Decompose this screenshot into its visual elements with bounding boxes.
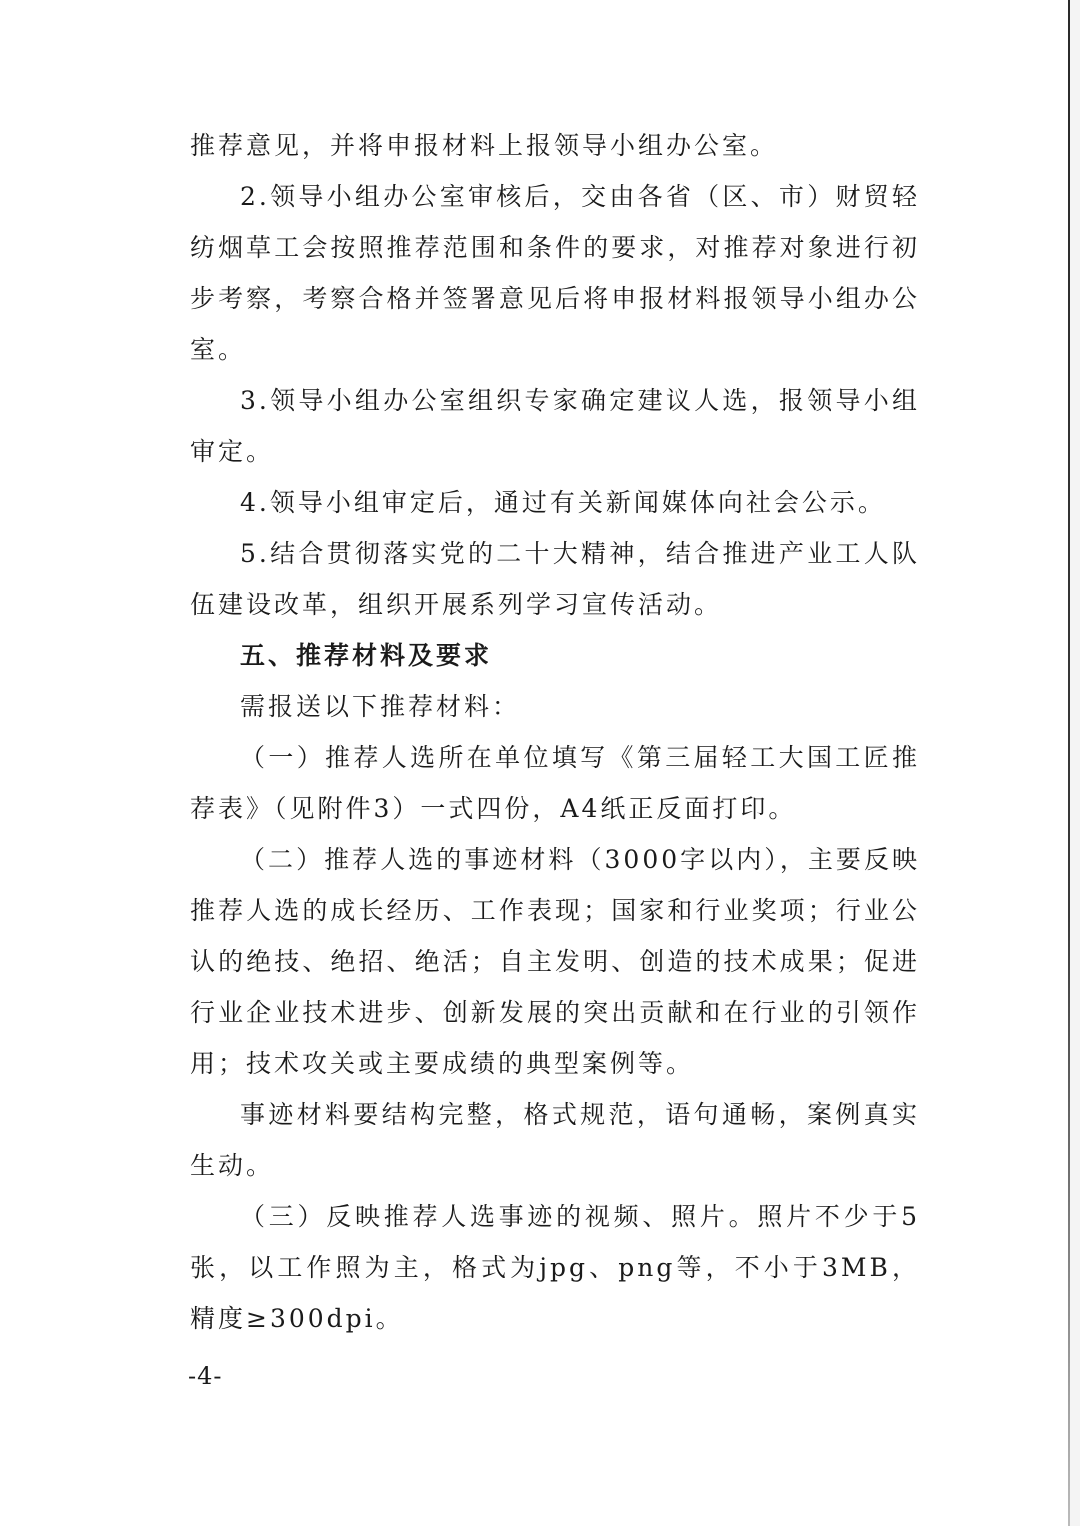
page-number: -4- <box>188 1362 223 1390</box>
paragraph-step-3: 3.领导小组办公室组织专家确定建议人选，报领导小组审定。 <box>190 386 920 466</box>
paragraph-item-2: （二）推荐人选的事迹材料（3000字以内），主要反映推荐人选的成长经历、工作表现；国家和行业奖项；行业公认的绝技、绝招、绝活；自主发明、创造的技术成果；促进行业企业技术进步、创新发展的突出贡献和在行业的引领作用；技术攻关或主要成绩的典型案例等。 <box>190 845 920 1078</box>
page-edge-line <box>1068 0 1070 1526</box>
section-heading-five: 五、推荐材料及要求 <box>240 641 493 670</box>
paragraph-continuation: 推荐意见，并将申报材料上报领导小组办公室。 <box>190 131 779 160</box>
paragraph-step-4: 4.领导小组审定后，通过有关新闻媒体向社会公示。 <box>240 488 886 517</box>
paragraph-step-2: 2.领导小组办公室审核后，交由各省（区、市）财贸轻纺烟草工会按照推荐范围和条件的要求，对推荐对象进行初步考察，考察合格并签署意见后将申报材料报领导小组办公室。 <box>190 182 920 364</box>
paragraph-item-2-requirements: 事迹材料要结构完整，格式规范，语句通畅，案例真实生动。 <box>190 1100 920 1180</box>
page-edge-shadow <box>1070 0 1080 1526</box>
document-body <box>190 120 920 1344</box>
paragraph-step-5: 5.结合贯彻落实党的二十大精神，结合推进产业工人队伍建设改革，组织开展系列学习宣传活动。 <box>190 539 920 619</box>
paragraph-item-3: （三）反映推荐人选事迹的视频、照片。照片不少于5张，以工作照为主，格式为jpg、png等，不小于3MB，精度≥300dpi。 <box>190 1202 920 1333</box>
paragraph-materials-intro: 需报送以下推荐材料： <box>240 692 521 721</box>
paragraph-item-1: （一）推荐人选所在单位填写《第三届轻工大国工匠推荐表》（见附件3）一式四份，A4纸正反面打印。 <box>190 743 920 823</box>
